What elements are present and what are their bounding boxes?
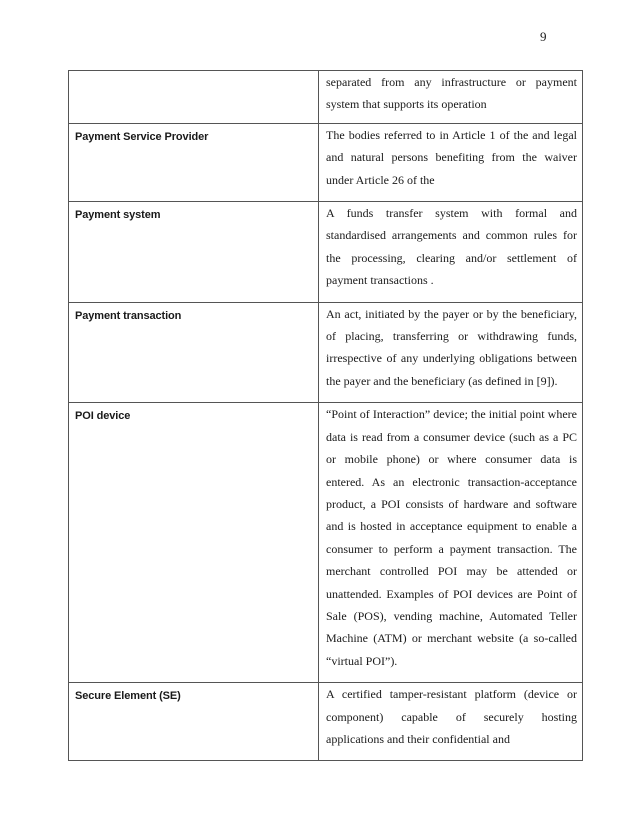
term-cell: POI device <box>69 403 319 683</box>
table-row <box>69 403 583 683</box>
term-cell <box>69 71 319 124</box>
page-number: 9 <box>540 29 547 44</box>
term-cell: Secure Element (SE) <box>69 683 319 761</box>
term-cell: Payment transaction <box>69 302 319 403</box>
table-row <box>69 71 583 124</box>
definition-cell: An act, initiated by the payer or by the beneficiary, of placing, transferring or withdrawing funds, irrespective of any underlying obligations between the payer and the beneficiary (as defined in [9]). <box>319 302 583 403</box>
table-row <box>69 683 583 761</box>
definition-cell: A funds transfer system with formal and standardised arrangements and common rules for the processing, clearing and/or settlement of payment transactions . <box>319 202 583 303</box>
definition-cell: The bodies referred to in Article 1 of the and legal and natural persons benefiting from the waiver under Article 26 of the <box>319 123 583 201</box>
table-row <box>69 302 583 403</box>
table-row <box>69 123 583 201</box>
definition-cell: A certified tamper-resistant platform (device or component) capable of securely hosting applications and their confidential and <box>319 683 583 761</box>
definition-cell: “Point of Interaction” device; the initial point where data is read from a consumer device (such as a PC or mobile phone) or where consumer data is entered. As an electronic transaction-acceptance product, a POI consists of hardware and software and is hosted in acceptance equipment to enable a consumer to perform a payment transaction. The merchant controlled POI may be attended or unattended. Examples of POI devices are Point of Sale (POS), vending machine, Automated Teller Machine (ATM) or merchant website (a so-called “virtual POI”). <box>319 403 583 683</box>
term-cell: Payment system <box>69 202 319 303</box>
definition-cell: separated from any infrastructure or payment system that supports its operation <box>319 71 583 124</box>
table-row <box>69 202 583 303</box>
glossary-table <box>68 70 583 761</box>
term-cell: Payment Service Provider <box>69 123 319 201</box>
